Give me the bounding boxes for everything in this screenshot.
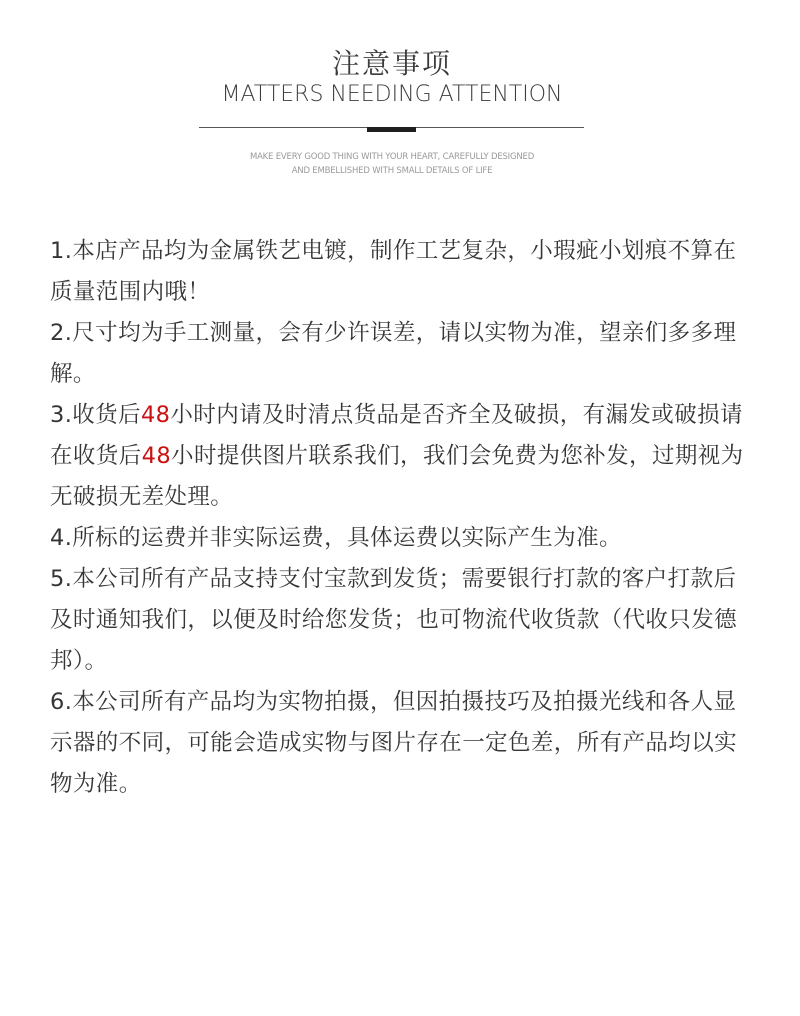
note-3-highlight-hours-2: 48 [141,443,172,469]
note-3-highlight-hours-1: 48 [140,402,171,428]
note-item-4: 4.所标的运费并非实际运费，具体运费以实际产生为准。 [50,525,622,551]
note-3-part-1: 3.收货后 [50,402,141,428]
notes-list [50,231,750,805]
note-item-2: 2.尺寸均为手工测量，会有少许误差，请以实物为准，望亲们多多理解。 [50,320,737,387]
note-3-part-2: 小时内请及时清点货品是否齐全及破损，有漏发或破损请在收货后 [50,402,743,469]
header-divider-accent [367,127,416,132]
note-3-part-3: 小时提供图片联系我们，我们会免费为您补发，过期视为无破损无差处理。 [50,443,744,510]
title-english: MATTERS NEEDING ATTENTION [221,82,563,107]
note-item-6: 6.本公司所有产品均为实物拍摄，但因拍摄技巧及拍摄光线和各人显示器的不同，可能会造成实物与图片存在一定色差，所有产品均以实物为准。 [50,689,738,797]
subtitle-line-1: MAKE EVERY GOOD THING WITH YOUR HEART, CAREFULLY DESIGNED [249,152,535,162]
note-item-3 [50,395,750,518]
header-subtitle [0,150,784,178]
note-item-1: 1.本店产品均为金属铁艺电镀，制作工艺复杂，小瑕疵小划痕不算在质量范围内哦！ [50,238,737,305]
subtitle-line-2: AND EMBELLISHED WITH SMALL DETAILS OF LIFE [291,166,493,176]
notice-header [0,0,800,190]
note-item-5: 5.本公司所有产品支持支付宝款到发货；需要银行打款的客户打款后及时通知我们，以便及时给您发货；也可物流代收货款（代收只发德邦）。 [50,566,738,674]
title-chinese: 注意事项 [331,47,452,80]
